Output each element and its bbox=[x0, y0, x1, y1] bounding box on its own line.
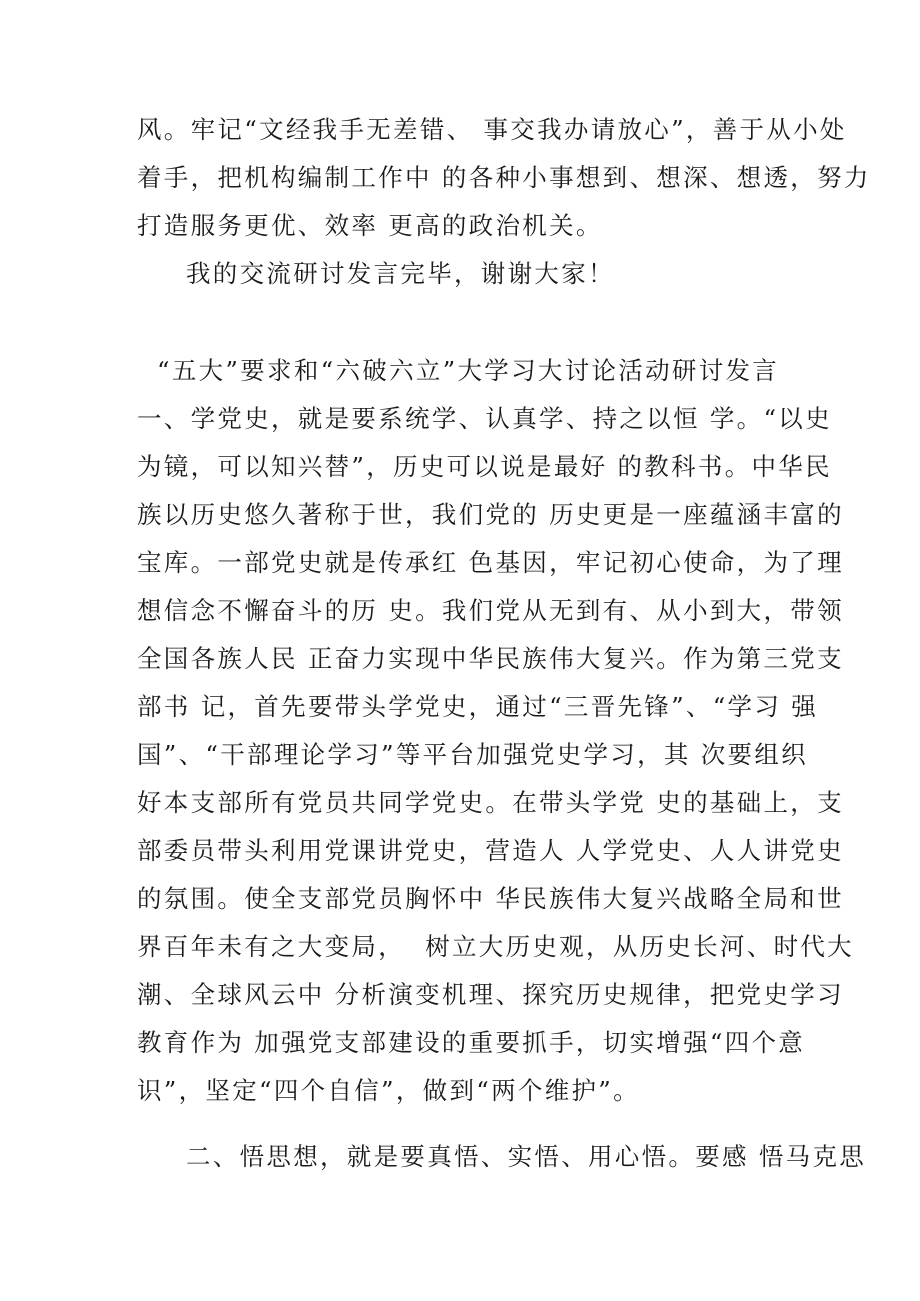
paragraph-line: 部书 记，首先要带头学党史，通过“三晋先锋”、“学习 强 bbox=[137, 692, 819, 721]
paragraph-line: 族以历史悠久著称于世，我们党的 历史更是一座蕴涵丰富的 bbox=[137, 500, 844, 529]
paragraph-line: 风。牢记“文经我手无差错、 事交我办请放心”，善于从小处 bbox=[137, 115, 847, 144]
closing-remark: 我的交流研讨发言完毕，谢谢大家！ bbox=[186, 259, 615, 288]
paragraph-line: 识”，坚定“四个自信”，做到“两个维护”。 bbox=[137, 1076, 640, 1105]
paragraph-line: 部委员带头利用党课讲党史，营造人 人学党史、人人讲党史 bbox=[137, 836, 844, 865]
paragraph-line: 二、悟思想，就是要真悟、实悟、用心悟。要感 悟马克思 bbox=[186, 1142, 867, 1171]
paragraph-line: 一、学党史，就是要系统学、认真学、持之以恒 学。“以史 bbox=[137, 404, 832, 433]
section-title: “五大”要求和“六破六立”大学习大讨论活动研讨发言 bbox=[157, 356, 780, 385]
paragraph-line: 宝库。一部党史就是传承红 色基因，牢记初心使命，为了理 bbox=[137, 548, 844, 577]
paragraph-line: 界百年未有之大变局， 树立大历史观，从历史长河、时代大 bbox=[137, 932, 854, 961]
paragraph-line: 为镜，可以知兴替”，历史可以说是最好 的教科书。中华民 bbox=[137, 452, 832, 481]
paragraph-line: 全国各族人民 正奋力实现中华民族伟大复兴。作为第三党支 bbox=[137, 644, 844, 673]
paragraph-line: 打造服务更优、效率 更高的政治机关。 bbox=[137, 211, 603, 240]
paragraph-line: 着手，把机构编制工作中 的各种小事想到、想深、想透，努力 bbox=[137, 163, 871, 192]
paragraph-line: 潮、全球风云中 分析演变机理、探究历史规律，把党史学习 bbox=[137, 980, 844, 1009]
paragraph-line: 好本支部所有党员共同学党史。在带头学党 史的基础上，支 bbox=[137, 788, 844, 817]
paragraph-line: 国”、“干部理论学习”等平台加强党史学习，其 次要组织 bbox=[137, 740, 808, 769]
paragraph-line: 想信念不懈奋斗的历 史。我们党从无到有、从小到大，带领 bbox=[137, 596, 844, 625]
paragraph-line: 教育作为 加强党支部建设的重要抓手，切实增强“四个意 bbox=[137, 1028, 806, 1057]
paragraph-line: 的氛围。使全支部党员胸怀中 华民族伟大复兴战略全局和世 bbox=[137, 884, 844, 913]
